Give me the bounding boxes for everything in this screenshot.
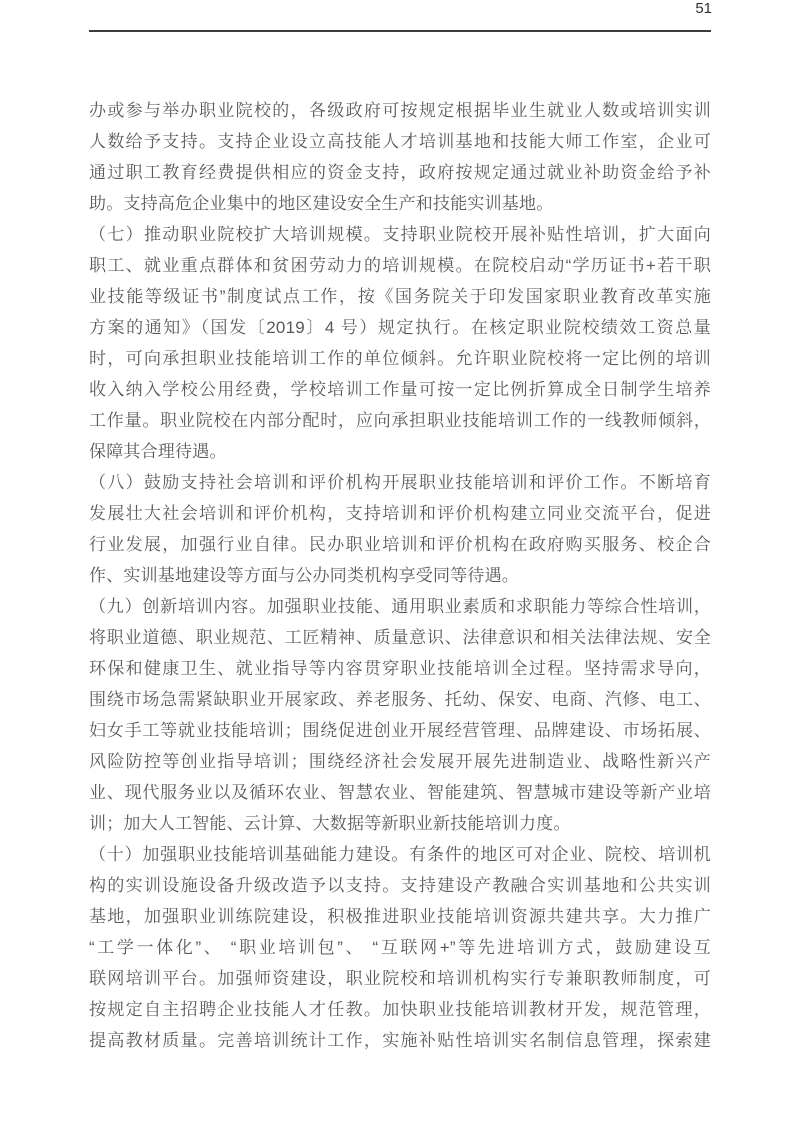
text-line: 办或参与举办职业院校的，各级政府可按规定根据毕业生就业人数或培训实训 [89, 101, 711, 120]
text-line: 行业发展，加强行业自律。民办职业培训和评价机构在政府购买服务、校企合 [89, 535, 711, 554]
text-line: 工作量。职业院校在内部分配时，应向承担职业技能培训工作的一线教师倾斜， [89, 411, 711, 430]
text-line: 方案的通知》（国发〔2019〕4 号）规定执行。在核定职业院校绩效工资总量 [89, 318, 711, 337]
text-line: 人数给予支持。支持企业设立高技能人才培训基地和技能大师工作室，企业可 [89, 132, 711, 151]
text-line: 作、实训基地建设等方面与公办同类机构享受同等待遇。 [89, 566, 519, 585]
text-line: 发展壮大社会培训和评价机构，支持培训和评价机构建立同业交流平台，促进 [89, 504, 711, 523]
text-line: （九）创新培训内容。加强职业技能、通用职业素质和求职能力等综合性培训， [89, 597, 711, 616]
text-line: 风险防控等创业指导培训；围绕经济社会发展开展先进制造业、战略性新兴产 [89, 752, 711, 771]
text-line: 保障其合理待遇。 [89, 442, 227, 461]
text-line: 将职业道德、职业规范、工匠精神、质量意识、法律意识和相关法律法规、安全 [89, 628, 711, 647]
text-line: 收入纳入学校公用经费，学校培训工作量可按一定比例折算成全日制学生培养 [89, 380, 711, 399]
text-line: 环保和健康卫生、就业指导等内容贯穿职业技能培训全过程。坚持需求导向， [89, 659, 711, 678]
text-line: 职工、就业重点群体和贫困劳动力的培训规模。在院校启动“学历证书+若干职 [89, 256, 711, 275]
text-line: “工学一体化”、 “职业培训包”、 “互联网+”等先进培训方式，鼓励建设互 [89, 938, 711, 957]
text-line: 围绕市场急需紧缺职业开展家政、养老服务、托幼、保安、电商、汽修、电工、 [89, 690, 711, 709]
document-body [89, 95, 711, 1056]
text-line: 妇女手工等就业技能培训；围绕促进创业开展经营管理、品牌建设、市场拓展、 [89, 721, 711, 740]
text-line: 助。支持高危企业集中的地区建设安全生产和技能实训基地。 [89, 194, 554, 213]
text-line: 业技能等级证书”制度试点工作，按《国务院关于印发国家职业教育改革实施 [89, 287, 711, 306]
text-line: 基地，加强职业训练院建设，积极推进职业技能培训资源共建共享。大力推广 [89, 907, 711, 926]
header-divider [89, 30, 711, 32]
text-line: 训；加大人工智能、云计算、大数据等新职业新技能培训力度。 [89, 814, 571, 833]
text-line: 时，可向承担职业技能培训工作的单位倾斜。允许职业院校将一定比例的培训 [89, 349, 711, 368]
text-line: 按规定自主招聘企业技能人才任教。加快职业技能培训教材开发，规范管理， [89, 1000, 711, 1019]
text-line: 构的实训设施设备升级改造予以支持。支持建设产教融合实训基地和公共实训 [89, 876, 711, 895]
text-line: （七）推动职业院校扩大培训规模。支持职业院校开展补贴性培训，扩大面向 [89, 225, 711, 244]
text-line: 联网培训平台。加强师资建设，职业院校和培训机构实行专兼职教师制度，可 [89, 969, 711, 988]
text-line: （十）加强职业技能培训基础能力建设。有条件的地区可对企业、院校、培训机 [89, 845, 711, 864]
text-line: 业、现代服务业以及循环农业、智慧农业、智能建筑、智慧城市建设等新产业培 [89, 783, 711, 802]
text-line: （八）鼓励支持社会培训和评价机构开展职业技能培训和评价工作。不断培育 [89, 473, 711, 492]
text-line: 通过职工教育经费提供相应的资金支持，政府按规定通过就业补助资金给予补 [89, 163, 711, 182]
text-line: 提高教材质量。完善培训统计工作，实施补贴性培训实名制信息管理，探索建 [89, 1031, 711, 1050]
page-number: 51 [695, 0, 712, 17]
